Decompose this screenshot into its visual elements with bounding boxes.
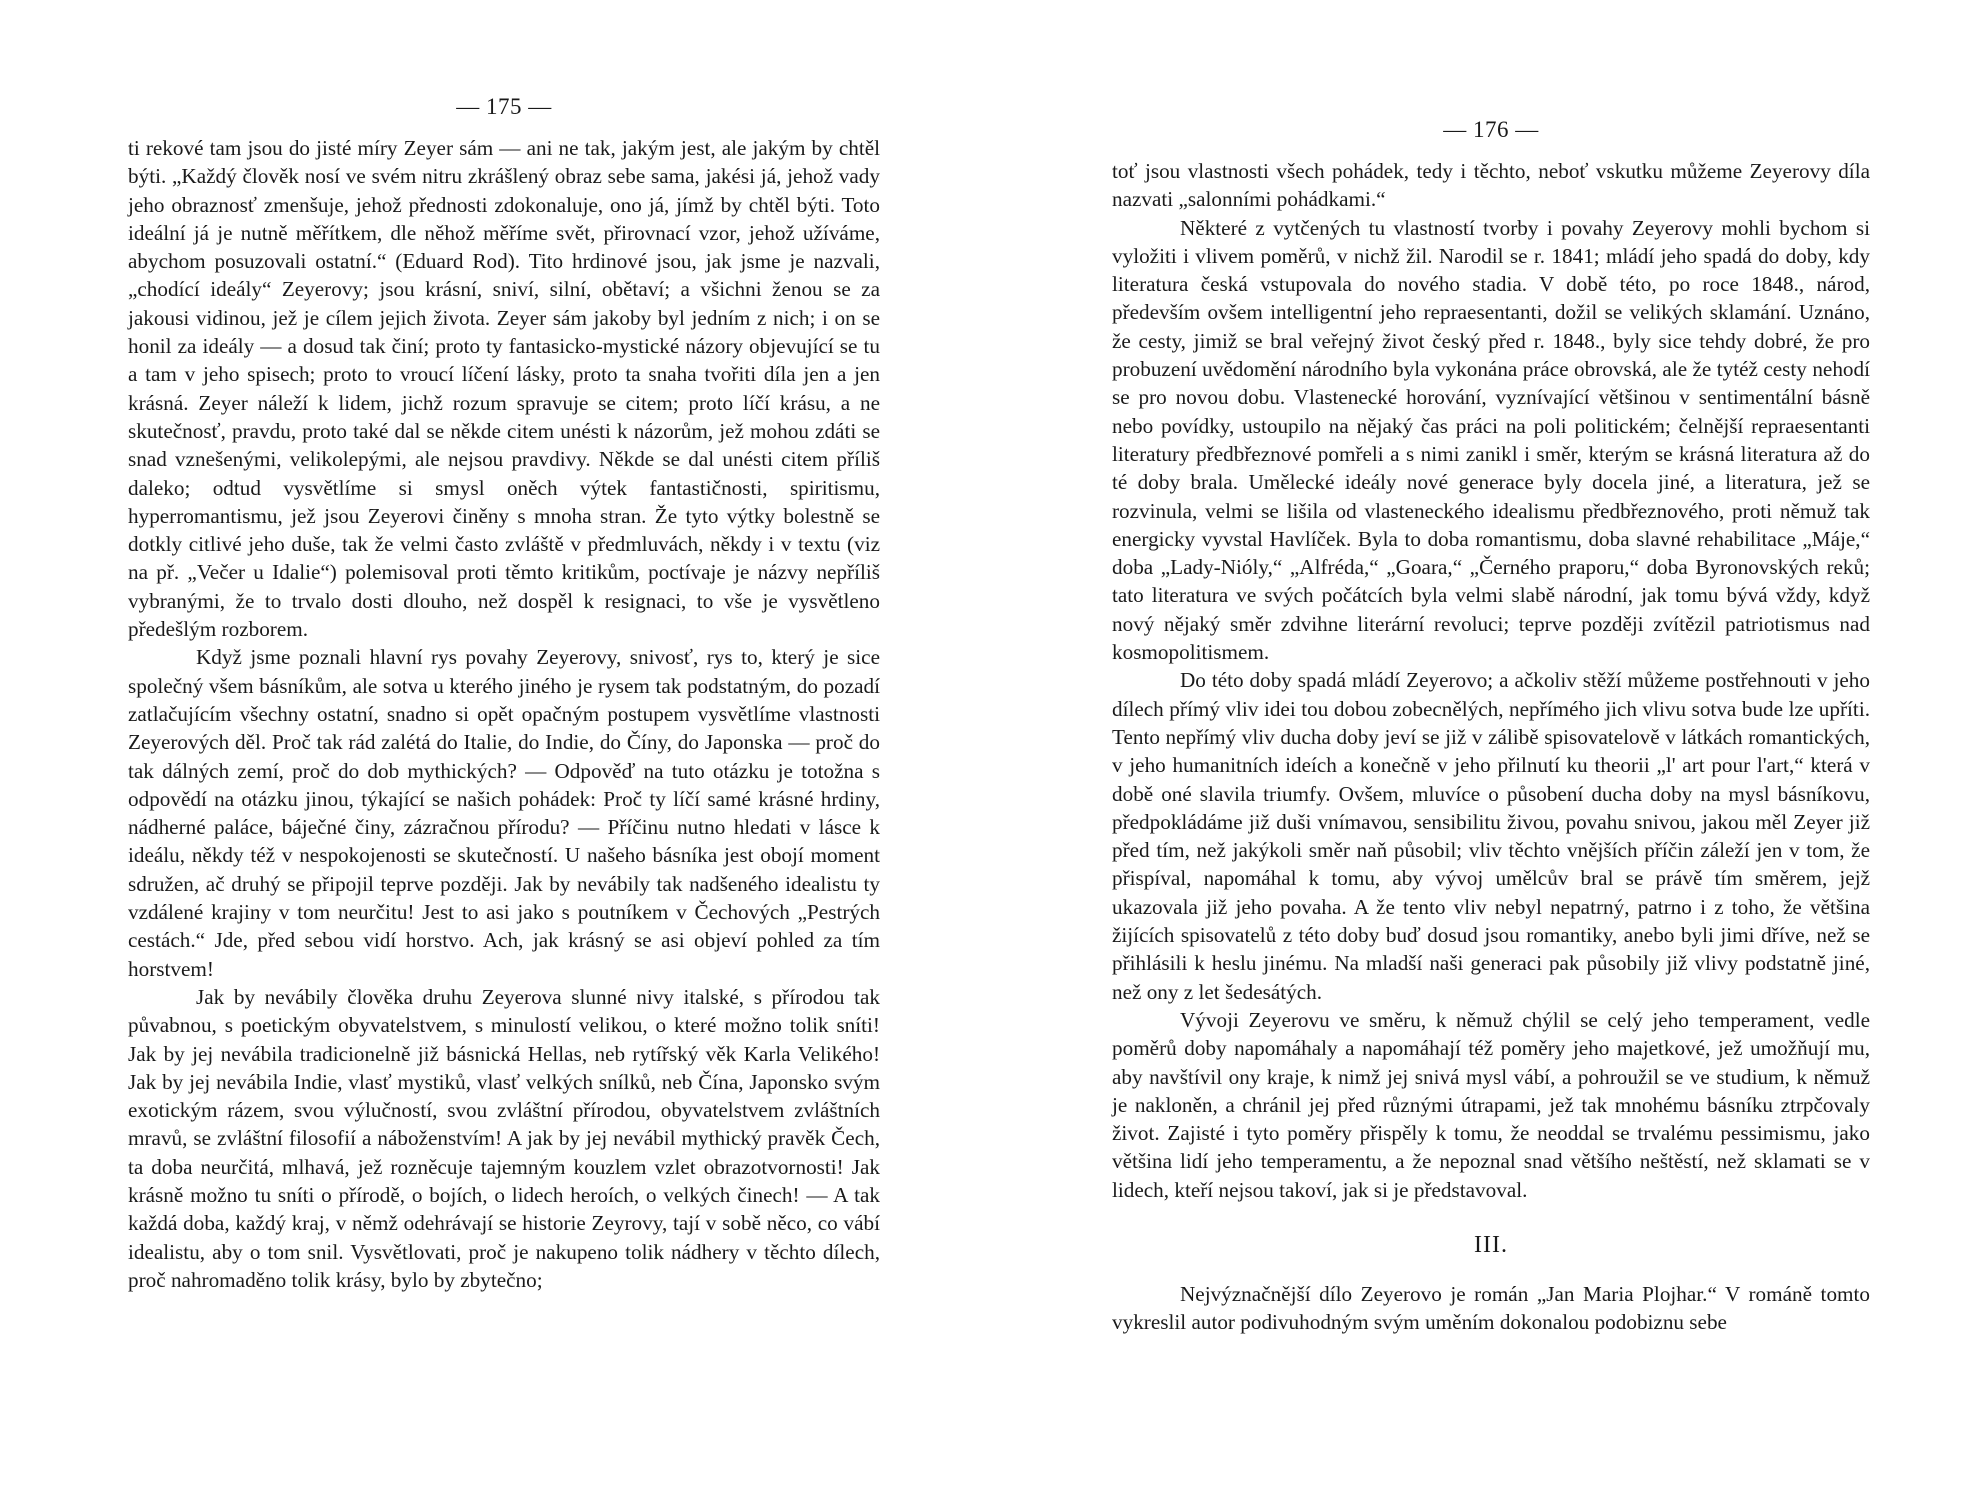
- paragraph: Když jsme poznali hlavní rys povahy Zeyerovy, snivosť, rys to, který je sice společný všem básníkům, ale sotva u kterého jiného je rysem tak podstatným, do pozadí zatlačujícím všechny ostatní, snadno si opět opačným postupem vysvětlíme vlastnosti Zeyerových děl. Proč tak rád zalétá do Italie, do Indie, do Číny, do Japonska — proč do tak dálných zemí, proč do dob mythických? — Odpověď na tuto otázku je totožna s odpovědí na otázku jinou, týkající se našich pohádek: Proč ty líčí samé krásné hrdiny, nádherné paláce, báječné činy, zázračnou přírodu? — Příčinu nutno hledati v lásce k ideálu, někdy též v nespokojenosti se skutečností. U našeho básníka jest obojí moment sdružen, ač druhý se připojil teprve později. Jak by nevábily tak nadšeného idealistu ty vzdálené krajiny v tom neurčitu! Jest to asi jako s poutníkem v Čechových „Pestrých cestách.“ Jde, před sebou vidí horstvo. Ach, jak krásný se asi objeví pohled za tím horstvem!: [128, 645, 880, 981]
- paragraph: Do této doby spadá mládí Zeyerovo; a ačkoliv stěží můžeme postřehnouti v jeho dílech přímý vliv idei tou dobou zobecnělých, nepřímého jich vlivu sotva bude lze upříti. Tento nepřímý vliv ducha doby jeví se již v zálibě spisovatelově v látkách romantických, v jeho humanitních ideích a konečně v jeho přilnutí ku theorii „l' art pour l'art,“ která v době oné slavila triumfy. Ovšem, mluvíce o působení ducha doby na mysl básníkovu, předpokládáme již duši vnímavou, sensibilitu živou, povahu snivou, jakou měl Zeyer již před tím, než jakýkoli směr naň působil; vliv těchto vnějších příčin záleží jen v tom, že přispíval, napomáhal k tomu, aby vývoj umělcův bral se právě tím směrem, jejž ukazovala již jeho povaha. A že tento vliv nebyl nepatrný, patrno i z toho, že většina žijících spisovatelů z této doby buď dosud jsou romantiky, anebo byli jimi dříve, než se přihlásili k heslu jinému. Na mladší naši generaci pak působily již vlivy podstatně jiné, než ony z let šedesátých.: [1112, 668, 1870, 1004]
- left-page: [128, 92, 880, 1294]
- page-number: — 176 —: [1443, 117, 1539, 142]
- paragraph: Nejvýznačnější dílo Zeyerovo je román „Jan Maria Plojhar.“ V románě tomto vykreslil autor podivuhodným svým uměním dokonalou podobiznu sebe: [1112, 1281, 1870, 1335]
- paragraph: ti rekové tam jsou do jisté míry Zeyer sám — ani ne tak, jakým jest, ale jakým by chtěl býti. „Každý člověk nosí ve svém nitru zkrášlený obraz sebe sama, jakési já, jehož vady jeho obraznosť zmenšuje, jehož přednosti zdokonaluje, ono já, jímž by chtěl býti. Toto ideální já je nutně měřítkem, dle něhož měříme svět, přirovnací vzor, jehož užíváme, abychom posuzovali ostatní.“ (Eduard Rod). Tito hrdinové jsou, jak jsme je nazvali, „chodící ideály“ Zeyerovy; jsou krásní, sniví, silní, obětaví; a všichni ženou se za jakousi vidinou, jež je cílem jejich života. Zeyer sám jakoby byl jedním z nich; i on se honil za ideály — a dosud tak činí; proto ty fantasicko-mystické názory objevující se tu a tam v jeho spisech; proto to vroucí líčení lásky, proto ta snaha tvořiti díla jen a jen krásná. Zeyer náleží k lidem, jichž rozum spravuje se citem; proto líčí krásu, a ne skutečnosť, pravdu, proto také dal se někde citem unésti k názorům, jež mohou zdáti se snad vznešenými, velikolepými, ale nejsou pravdivy. Někde se dal unésti citem příliš daleko; odtud vysvětlíme si smysl oněch výtek fantastičnosti, spiritismu, hyperromantismu, jež jsou Zeyerovi činěny s mnoha stran. Že tyto výtky bolestně se dotkly citlivé jeho duše, tak že velmi často zvláště v předmluvách, někdy i v textu (viz na př. „Večer u Idalie“) polemisoval proti těmto kritikům, poctívaje je názvy nepříliš vybranými, že to trvalo dosti dlouho, než dospěl k resignaci, to vše je vysvětleno předešlým rozborem.: [128, 136, 880, 642]
- paragraph: Vývoji Zeyerovu ve směru, k němuž chýlil se celý jeho temperament, vedle poměrů doby napomáhaly a napomáhají též poměry jeho majetkové, jež umožňují mu, aby navštívil ony kraje, k nimž jej snivá mysl vábí, a pohroužil se ve studium, k němuž je nakloněn, a chránil jej před různými útrapami, jež tak mnohému básníku ztrpčovaly život. Zajisté i tyto poměry přispěly k tomu, že neoddal se trvalému pessimismu, jako většina lidí jeho temperamentu, a že nepoznal snad většího neštěstí, než sklamati se v lidech, kteří nejsou takoví, jak si je představoval.: [1112, 1007, 1870, 1202]
- section-heading: III.: [1474, 1231, 1508, 1258]
- paragraph: toť jsou vlastnosti všech pohádek, tedy i těchto, neboť vskutku můžeme Zeyerovy díla nazvati „salonními pohádkami.“: [1112, 159, 1870, 212]
- page-number: — 175 —: [456, 94, 552, 119]
- right-page: [1112, 115, 1870, 1337]
- paragraph: Jak by nevábily člověka druhu Zeyerova slunné nivy italské, s přírodou tak půvabnou, s poetickým obyvatelstvem, s minulostí velikou, o které možno tolik sníti! Jak by jej nevábila tradicionelně již básnická Hellas, neb rytířský věk Karla Velikého! Jak by jej nevábila Indie, vlasť mystiků, vlasť velkých snílků, neb Čína, Japonsko svým exotickým rázem, svou výlučností, svou zvláštní přírodou, obyvatelstvem zvláštních mravů, se zvláštní filosofií a náboženstvím! A jak by jej nevábil mythický pravěk Čech, ta doba neurčitá, mlhavá, jež rozněcuje tajemným kouzlem vzlet obrazotvornosti! Jak krásně možno tu sníti o přírodě, o bojích, o lidech heroích, o velkých činech! — A tak každá doba, každý kraj, v němž odehrávají se historie Zeyrovy, tají v sobě něco, co vábí idealistu, aby o tom snil. Vysvětlovati, proč je nakupeno tolik nádhery v těchto dílech, proč nahromaděno tolik krásy, bylo by zbytečno;: [128, 984, 880, 1292]
- paragraph: Některé z vytčených tu vlastností tvorby i povahy Zeyerovy mohli bychom si vyložiti i vlivem poměrů, v nichž žil. Narodil se r. 1841; mládí jeho spadá do doby, kdy literatura česká vstupovala do nového stadia. V době této, po roce 1848., národ, především ovšem intelligentní jeho repraesentanti, dožil se velikých sklamání. Uznáno, že cesty, jimiž se bral veřejný život český před r. 1848., byly sice tehdy dobré, že pro probuzení uvědomění národního byla vykonána práce obrovská, ale že tytéž cesty nehodí se pro novou dobu. Vlastenecké horování, vyznívající většinou v sentimentální básně nebo povídky, ustoupilo na nějaký čas práci na poli politickém; čelnější repraesentanti literatury předbřeznové pomřeli a s nimi zanikl i směr, kterým se krásná literatura až do té doby brala. Umělecké ideály nové generace byly docela jiné, a literatura, jež se rozvinula, velmi se lišila od vlasteneckého idealismu předbřeznového, proti němuž tak energicky vyvstal Havlíček. Byla to doba romantismu, doba slavné rehabilitace „Máje,“ doba „Lady-Nióly,“ „Alfréda,“ „Goara,“ „Černého praporu,“ doba Byronovských reků; tato literatura ve svých počátcích byla velmi slabě národní, jak tomu bývá vždy, když nový nějaký směr zdvihne literární revoluci; teprve později zvítězil patriotismus nad kosmopolitismem.: [1112, 215, 1870, 665]
